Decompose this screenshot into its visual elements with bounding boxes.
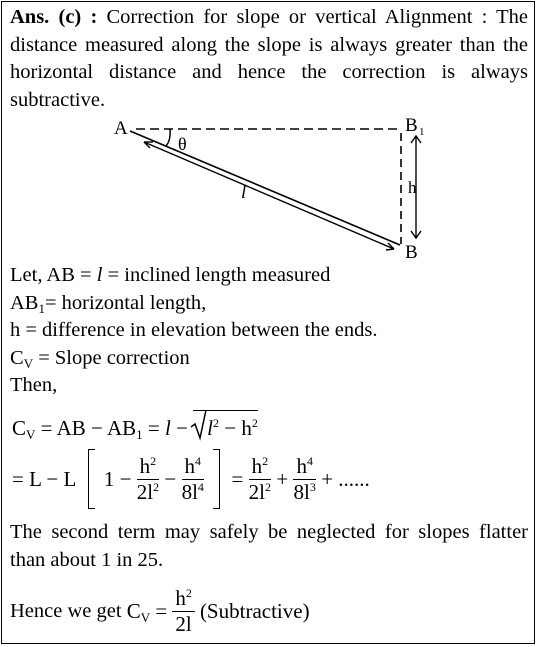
length-arrow-shaft	[144, 142, 394, 249]
fraction-3: $\frac{h^2}{2l^2}$	[248, 453, 272, 504]
point-b1-label: B	[405, 115, 418, 136]
def-inclined-length: Let, AB = l = inclined length measured	[10, 264, 331, 286]
length-label: l	[241, 182, 247, 203]
def-elevation: h = difference in elevation between the ends.	[10, 319, 378, 341]
point-b1-subscript: 1	[419, 126, 425, 138]
slope-line	[130, 131, 400, 245]
point-a-label: A	[114, 118, 128, 139]
point-b-label: B	[405, 242, 418, 263]
fraction-1: $\frac{h^2}{2l^2}$	[136, 453, 160, 504]
equation-1: $C_V$ = AB − $AB_1 = l$ − $l^2 - h^2$	[12, 410, 258, 442]
result-fraction: $\frac{h^2}{2l}$	[172, 586, 195, 637]
equation-2: = L − L 1 − $\frac{h^2}{2l^2}$ − $\frac{h^4}{8l^4}$ = $\frac{h^2}{2l^2}$ + $\frac{h^4}{8l^3}$ + ......	[12, 449, 370, 513]
left-bracket	[88, 449, 95, 509]
square-root: $l^2 - h^2$	[193, 410, 258, 440]
definitions	[10, 262, 528, 400]
note-paragraph: The second term may safely be neglected for slopes flatter than about 1 in 25.	[10, 521, 528, 571]
intro-text: Correction for slope or vertical Alignment : The distance measured along the slope is always greater than the horizontal distance and hence the correction is always subtractive.	[10, 6, 528, 111]
fraction-2: $\frac{h^4}{8l^4}$	[181, 453, 204, 504]
right-bracket	[213, 449, 220, 509]
def-slope-correction: $C_V$ = Slope correction	[10, 346, 190, 371]
height-label: h	[408, 178, 417, 197]
angle-label: θ	[178, 134, 187, 154]
then-label: Then,	[10, 374, 58, 396]
radical-sign-icon	[190, 410, 206, 440]
answer-label: Ans. (c) :	[10, 6, 98, 28]
angle-arc	[166, 129, 170, 146]
def-horizontal-length: $AB_1=$ horizontal length,	[10, 291, 207, 316]
result-line: Hence we get $C_V$ = $\frac{h^2}{2l}$ (Subtractive)	[10, 586, 310, 636]
fraction-4: $\frac{h^4}{8l^3}$	[293, 453, 316, 504]
